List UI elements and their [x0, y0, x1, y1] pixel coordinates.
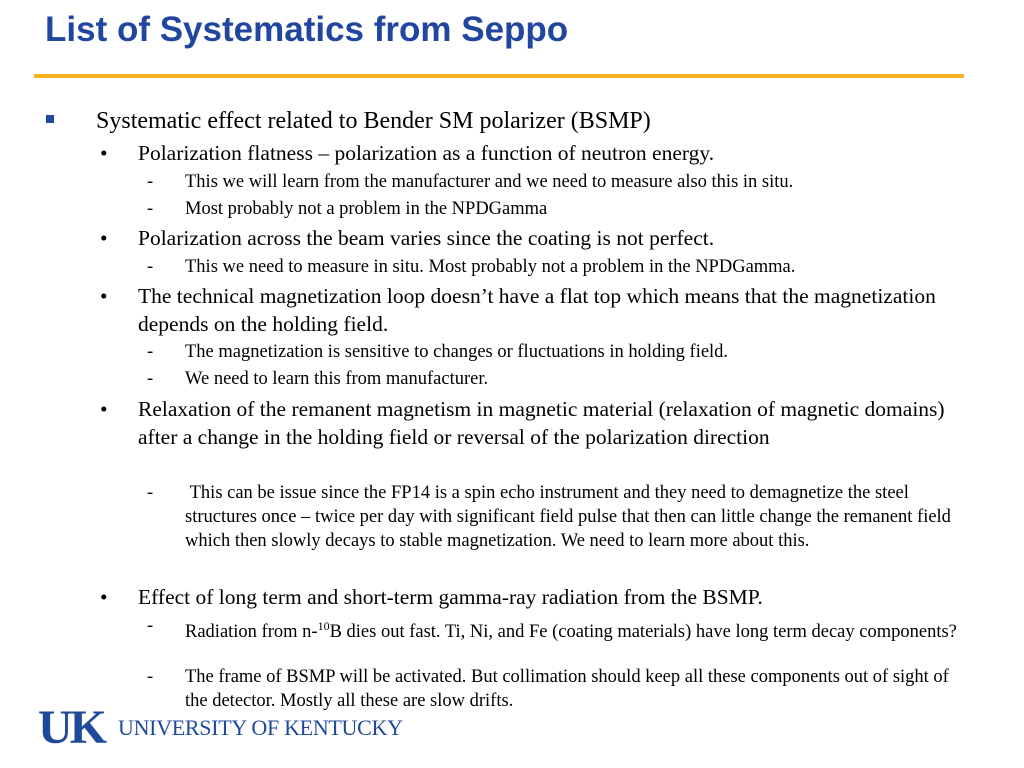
bullet-text: We need to learn this from manufacturer.: [185, 369, 489, 389]
bullet-text: This we need to measure in situ. Most probably not a problem in the NPDGamma.: [185, 257, 796, 277]
bullet-level3: [147, 481, 975, 553]
university-name: UNIVERSITY OF KENTUCKY: [118, 715, 403, 740]
slide-title: List of Systematics from Seppo: [45, 10, 569, 49]
bullet-level3: [147, 614, 975, 644]
dash-bullet-icon: -: [147, 616, 154, 636]
bullet-level3: [147, 255, 975, 279]
bullet-text: Most probably not a problem in the NPDGamma: [185, 199, 548, 219]
dash-bullet-icon: -: [147, 342, 154, 362]
isotope-superscript: 10: [317, 619, 330, 633]
bullet-text: This can be issue since the FP14 is a spin echo instrument and they need to demagnetize the steel structures once – twice per day with significant field pulse that then can little change the remanent field which then slowly decays to stable magnetization. We need to learn more about this.: [185, 483, 956, 551]
bullet-text: [185, 619, 957, 643]
bullet-level3: [147, 170, 975, 194]
dash-bullet-icon: -: [147, 483, 154, 503]
dash-bullet-icon: -: [147, 257, 154, 277]
bullet-level2: [100, 395, 983, 451]
bullet-text: The technical magnetization loop doesn’t have a flat top which means that the magnetization depends on the holding field.: [138, 284, 936, 336]
bullet-text: Polarization across the beam varies since the coating is not perfect.: [138, 226, 715, 250]
bullet-text: Systematic effect related to Bender SM polarizer (BSMP): [96, 108, 651, 134]
bullet-level3: [147, 367, 975, 391]
square-bullet-icon: [46, 115, 54, 123]
bullet-text: Effect of long term and short-term gamma-ray radiation from the BSMP.: [138, 585, 763, 609]
round-bullet-icon: •: [100, 585, 108, 609]
dash-bullet-icon: -: [147, 199, 154, 219]
uk-logo-mark: UK: [38, 701, 104, 754]
round-bullet-icon: •: [100, 141, 108, 165]
bullet-text: The frame of BSMP will be activated. But collimation should keep all these components out of sight of the detector. Mostly all these are slow drifts.: [185, 667, 949, 711]
round-bullet-icon: •: [100, 226, 108, 250]
bullet-level1: [96, 107, 976, 135]
bullet-text: Relaxation of the remanent magnetism in magnetic material (relaxation of magnetic domains) after a change in the holding field or reversal of the polarization direction: [138, 397, 945, 449]
bullet-level3: [147, 197, 975, 221]
bullet-level3: [147, 340, 975, 364]
dash-bullet-icon: -: [147, 667, 154, 687]
bullet-level2: [100, 224, 983, 252]
bullet-level2: [100, 282, 983, 338]
bullet-text: The magnetization is sensitive to changes or fluctuations in holding field.: [185, 342, 729, 362]
dash-bullet-icon: -: [147, 172, 154, 192]
bullet-level2: [100, 139, 983, 167]
radiation-text-start: Radiation from n-: [185, 622, 318, 643]
round-bullet-icon: •: [100, 284, 108, 308]
round-bullet-icon: •: [100, 397, 108, 421]
university-logo: [38, 701, 418, 754]
title-divider: [34, 74, 964, 78]
radiation-text-end: B dies out fast. Ti, Ni, and Fe (coating materials) have long term decay components?: [329, 622, 957, 643]
dash-bullet-icon: -: [147, 369, 154, 389]
bullet-text: This we will learn from the manufacturer and we need to measure also this in situ.: [185, 172, 794, 192]
bullet-level2: [100, 583, 983, 611]
bullet-text: Polarization flatness – polarization as a function of neutron energy.: [138, 141, 715, 165]
